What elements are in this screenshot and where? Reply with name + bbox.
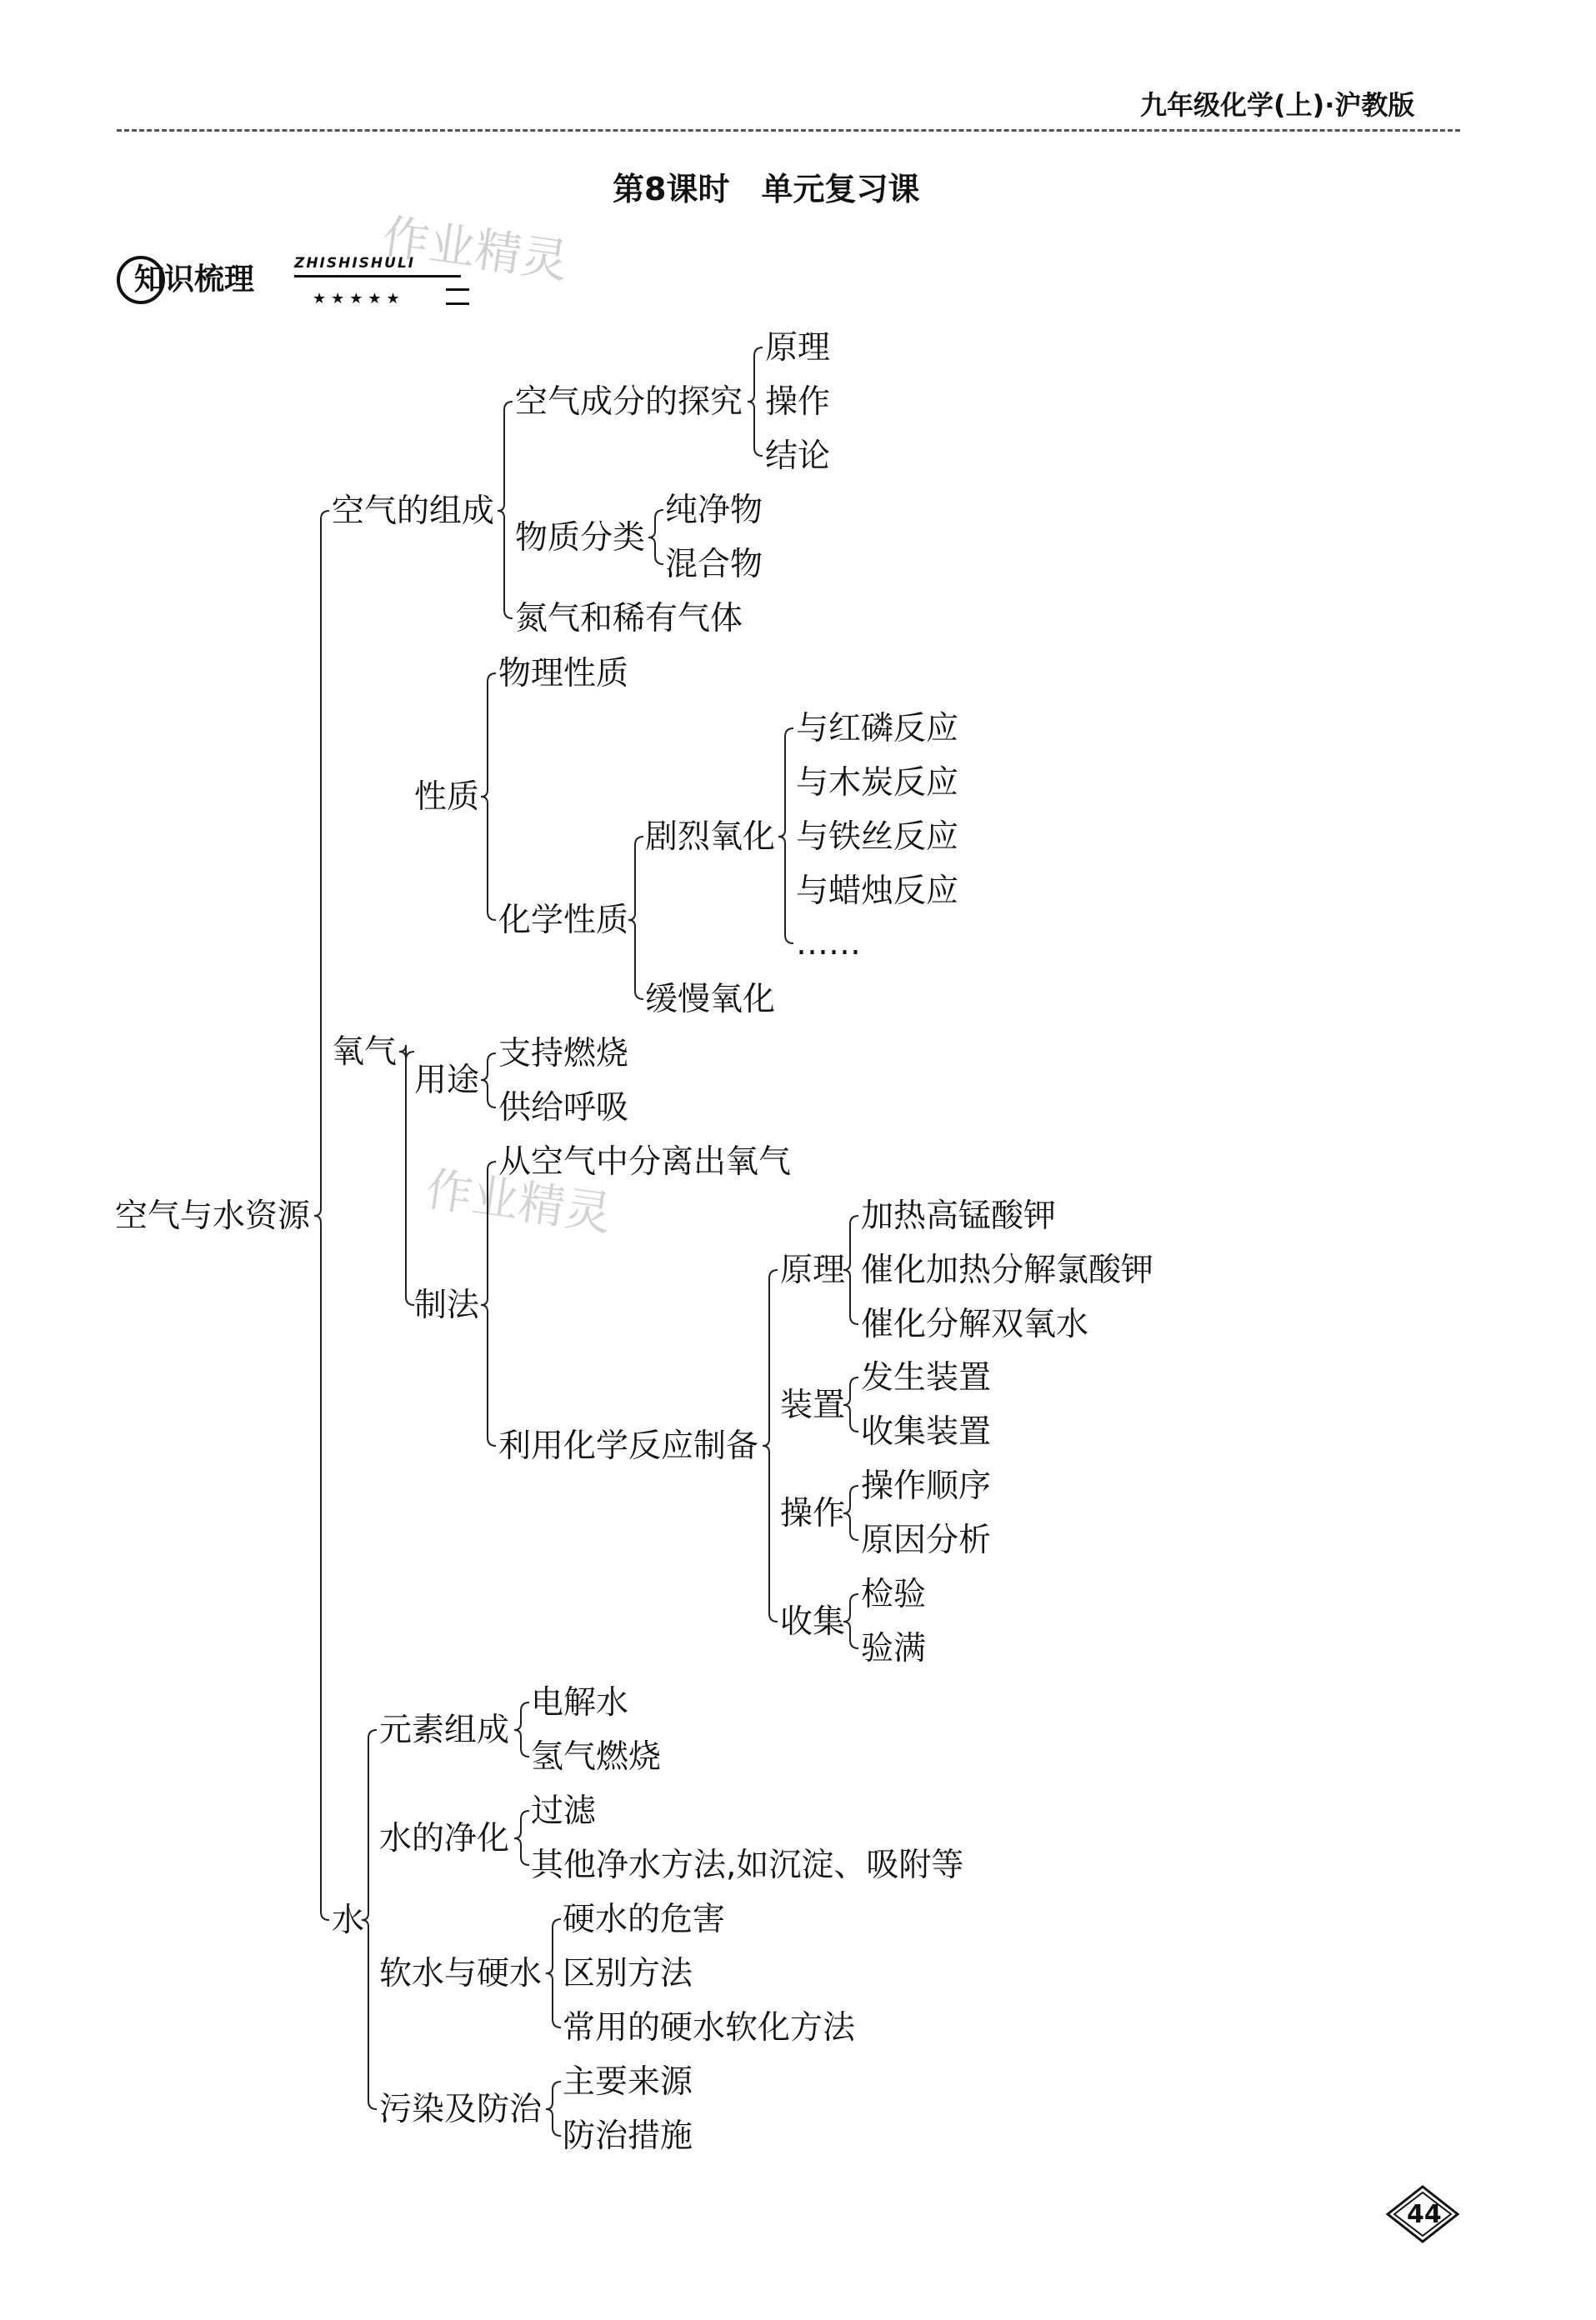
leaf-mixture: 混合物 (665, 546, 763, 583)
tree-bracket (481, 1053, 496, 1108)
tree-bracket (514, 1811, 529, 1865)
tree-bracket (498, 402, 513, 618)
leaf-electrolysis: 电解水 (531, 1684, 629, 1722)
node-apparatus: 装置 (780, 1387, 846, 1424)
leaf-hydrogen-peroxide: 催化分解双氧水 (861, 1306, 1089, 1343)
leaf-support-combustion: 支持燃烧 (498, 1035, 629, 1072)
node-classification: 物质分类 (515, 519, 646, 557)
leaf-filtration: 过滤 (531, 1792, 597, 1830)
node-properties: 性质 (414, 778, 480, 816)
leaf-other-methods: 其他净水方法,如沉淀、吸附等 (531, 1847, 964, 1884)
leaf-reason-analysis: 原因分析 (861, 1522, 992, 1559)
watermark: 作业精灵 (422, 1162, 615, 1242)
node-collection: 收集 (780, 1603, 846, 1641)
tree-bracket (778, 728, 793, 943)
leaf-candle: 与蜡烛反应 (796, 872, 959, 910)
leaf-potassium-chlorate: 催化加热分解氯酸钾 (861, 1252, 1154, 1289)
tree-bracket (481, 1162, 496, 1446)
tree-bracket (546, 1919, 561, 2028)
node-air-composition: 空气的组成 (332, 492, 495, 530)
leaf-distinguish-method: 区别方法 (563, 1955, 693, 1992)
leaf-principle: 原理 (765, 329, 831, 367)
lesson-title: 第8课时 单元复习课 (613, 171, 920, 208)
node-vigorous-oxidation: 剧烈氧化 (645, 818, 776, 856)
tree-bracket (314, 511, 329, 1920)
section-subtitle: ZHISHISHULI (294, 255, 416, 272)
leaf-collection-apparatus: 收集装置 (861, 1413, 992, 1451)
node-physical-properties: 物理性质 (498, 655, 629, 692)
leaf-potassium-permanganate: 加热高锰酸钾 (861, 1198, 1057, 1235)
leaf-red-phosphorus: 与红磷反应 (796, 710, 959, 748)
node-pollution: 污染及防治 (379, 2091, 543, 2128)
leaf-prevention: 防治措施 (563, 2118, 693, 2155)
leaf-iron-wire: 与铁丝反应 (796, 818, 959, 856)
node-preparation: 制法 (414, 1287, 480, 1324)
leaf-supply-respiration: 供给呼吸 (498, 1089, 629, 1127)
node-chemical-properties: 化学性质 (498, 902, 629, 939)
tree-bracket (546, 2082, 561, 2136)
book-title: 九年级化学(上)·沪教版 (1140, 89, 1415, 121)
node-prep-operation: 操作 (780, 1495, 846, 1532)
leaf-hard-water-harm: 硬水的危害 (563, 1901, 726, 1938)
page-number: 44 (1407, 2200, 1442, 2229)
node-purification: 水的净化 (379, 1820, 510, 1858)
node-from-air: 从空气中分离出氧气 (498, 1143, 792, 1181)
section-stars: ★★★★★ (313, 290, 405, 308)
node-hardness: 软水与硬水 (379, 1955, 543, 1992)
tree-bracket (843, 1486, 858, 1540)
node-uses: 用途 (414, 1062, 480, 1099)
tree-bracket (748, 348, 763, 456)
node-water: 水 (332, 1902, 365, 1939)
tree-bracket (514, 1702, 529, 1757)
node-prep-principle: 原理 (780, 1252, 846, 1289)
root-node: 空气与水资源 (115, 1198, 311, 1235)
tree-bracket (843, 1216, 858, 1324)
leaf-charcoal: 与木炭反应 (796, 764, 959, 802)
leaf-check-full: 验满 (861, 1630, 927, 1668)
leaf-operation: 操作 (765, 383, 831, 421)
leaf-main-sources: 主要来源 (563, 2063, 693, 2101)
leaf-hydrogen-combustion: 氢气燃烧 (531, 1738, 662, 1776)
tree-bracket (843, 1378, 858, 1432)
leaf-pure-substance: 纯净物 (665, 492, 763, 529)
node-nitrogen: 氮气和稀有气体 (515, 600, 743, 638)
tree-bracket (648, 510, 663, 564)
leaf-test: 检验 (861, 1576, 927, 1613)
tree-bracket (843, 1594, 858, 1648)
watermark: 作业精灵 (378, 209, 572, 290)
leaf-operation-order: 操作顺序 (861, 1468, 992, 1505)
node-oxygen: 氧气 (332, 1033, 398, 1071)
leaf-softening-method: 常用的硬水软化方法 (563, 2009, 856, 2047)
tree-bracket (481, 673, 496, 920)
leaf-ellipsis: …… (796, 925, 861, 962)
leaf-generation-apparatus: 发生装置 (861, 1359, 992, 1397)
tree-bracket (399, 1045, 414, 1305)
tree-bracket (628, 837, 643, 999)
node-air-exploration: 空气成分的探究 (515, 383, 743, 421)
section-title: 知识梳理 (134, 262, 255, 297)
node-chemical-preparation: 利用化学反应制备 (498, 1428, 759, 1465)
tree-bracket (763, 1270, 778, 1622)
node-element-composition: 元素组成 (379, 1712, 510, 1749)
leaf-conclusion: 结论 (765, 438, 831, 475)
node-slow-oxidation: 缓慢氧化 (645, 981, 776, 1018)
